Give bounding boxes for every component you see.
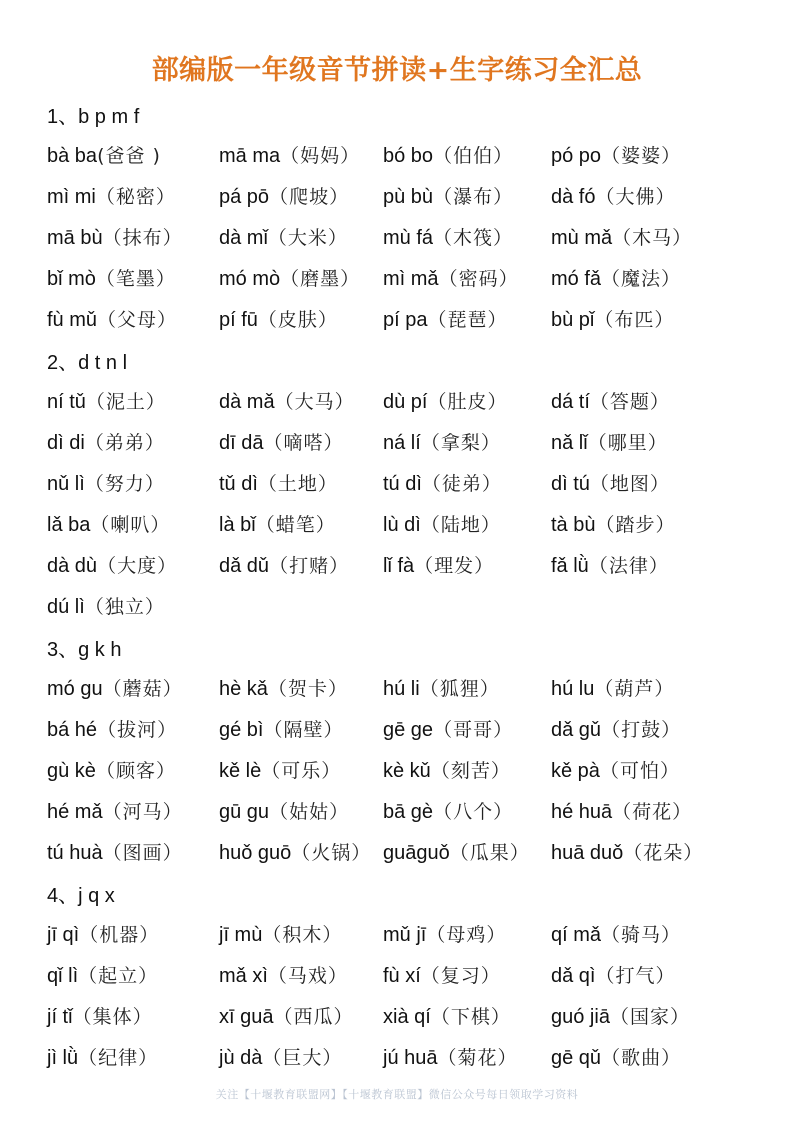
pinyin-text: gù kè — [47, 760, 96, 782]
pinyin-text: gē ge — [383, 719, 434, 741]
pinyin-text: bā gè — [383, 801, 434, 823]
word-item — [383, 305, 508, 332]
hanzi-text: （独立） — [84, 596, 165, 618]
hanzi-text: （图画） — [102, 842, 183, 864]
hanzi-text: （哪里） — [587, 432, 668, 454]
pinyin-text: ná lí — [383, 432, 421, 454]
hanzi-text: （抹布） — [102, 227, 183, 249]
hanzi-text: （母鸡） — [426, 924, 507, 946]
word-item — [219, 797, 349, 824]
word-item — [551, 920, 681, 947]
pinyin-text: fǎ lǜ — [551, 555, 589, 577]
word-item — [551, 428, 668, 455]
word-item — [47, 469, 165, 496]
pinyin-text: fù xí — [383, 965, 421, 987]
pinyin-text: jì lǜ — [47, 1047, 79, 1069]
pinyin-text: jú huā — [383, 1047, 438, 1069]
word-item — [383, 510, 501, 537]
section-heading: 4、j q x — [47, 885, 115, 907]
hanzi-text: （皮肤） — [257, 309, 338, 331]
word-item — [47, 838, 183, 865]
pinyin-text: tà bù — [551, 514, 596, 536]
pinyin-text: mā ma — [219, 145, 281, 167]
pinyin-text: hú li — [383, 678, 420, 700]
word-item — [551, 510, 676, 537]
pinyin-text: hú lu — [551, 678, 595, 700]
exercise-row — [0, 715, 794, 745]
word-item — [551, 182, 676, 209]
hanzi-text: （打气） — [595, 965, 676, 987]
word-item — [47, 182, 176, 209]
pinyin-text: lǎ ba — [47, 514, 91, 536]
hanzi-text: （贺卡） — [267, 678, 348, 700]
hanzi-text: （下棋） — [430, 1006, 511, 1028]
word-item — [47, 756, 176, 783]
pinyin-text: mó gu — [47, 678, 103, 700]
pinyin-text: kè kǔ — [383, 760, 431, 782]
pinyin-text: jí tǐ — [47, 1006, 73, 1028]
word-item — [219, 1002, 354, 1029]
pinyin-text: dù pí — [383, 391, 428, 413]
pinyin-text: bá hé — [47, 719, 98, 741]
hanzi-text: （国家） — [609, 1006, 690, 1028]
pinyin-text: hé huā — [551, 801, 613, 823]
hanzi-text: （大马） — [274, 391, 355, 413]
hanzi-text: （哥哥） — [433, 719, 514, 741]
hanzi-text: （瓜果） — [449, 842, 530, 864]
hanzi-text: （集体） — [72, 1006, 153, 1028]
hanzi-text: （起立） — [78, 965, 159, 987]
word-item — [383, 141, 513, 168]
pinyin-text: dú lì — [47, 596, 85, 618]
exercise-row — [0, 387, 794, 417]
word-item — [47, 551, 177, 578]
word-item — [551, 1043, 681, 1070]
hanzi-text: （父母） — [97, 309, 178, 331]
hanzi-text: （婆婆） — [601, 145, 682, 167]
word-item — [47, 264, 176, 291]
exercise-row — [0, 961, 794, 991]
hanzi-text: （河马） — [102, 801, 183, 823]
exercise-row — [0, 223, 794, 253]
hanzi-text: （葫芦） — [594, 678, 675, 700]
pinyin-text: hé mǎ — [47, 801, 103, 823]
hanzi-text: （磨墨） — [280, 268, 361, 290]
word-item — [219, 715, 344, 742]
word-item — [47, 387, 166, 414]
word-item — [383, 182, 513, 209]
hanzi-text: （泥土） — [85, 391, 166, 413]
pinyin-text: mó mò — [219, 268, 281, 290]
section-heading: 2、d t n l — [47, 352, 128, 374]
word-item — [219, 510, 336, 537]
hanzi-text: （伯伯） — [433, 145, 514, 167]
hanzi-text: （瀑布） — [433, 186, 514, 208]
hanzi-text: （喇叭） — [90, 514, 171, 536]
hanzi-text: （妈妈） — [280, 145, 361, 167]
pinyin-text: dì di — [47, 432, 85, 454]
pinyin-text: fù mǔ — [47, 309, 98, 331]
word-item — [219, 920, 342, 947]
hanzi-text: （努力） — [84, 473, 165, 495]
pinyin-text: hè kǎ — [219, 678, 268, 700]
hanzi-text: （打鼓） — [601, 719, 682, 741]
pinyin-text: mì mǎ — [383, 268, 439, 290]
exercise-row — [0, 797, 794, 827]
word-item — [219, 141, 360, 168]
hanzi-text: （火锅） — [291, 842, 372, 864]
pinyin-text: jù dà — [219, 1047, 263, 1069]
pinyin-text: dá tí — [551, 391, 590, 413]
hanzi-text: （可怕） — [599, 760, 680, 782]
word-item — [383, 797, 513, 824]
exercise-row — [0, 141, 794, 171]
exercise-row — [0, 264, 794, 294]
word-item — [219, 1043, 342, 1070]
word-item — [47, 428, 165, 455]
pinyin-text: xī guā — [219, 1006, 274, 1028]
hanzi-text: （大米） — [267, 227, 348, 249]
pinyin-text: tú huà — [47, 842, 103, 864]
exercise-row — [0, 1043, 794, 1073]
pinyin-text: nǔ lì — [47, 473, 85, 495]
hanzi-text: （答题） — [589, 391, 670, 413]
hanzi-text: （秘密） — [95, 186, 176, 208]
exercise-row — [0, 428, 794, 458]
word-item — [383, 1002, 511, 1029]
word-item — [219, 551, 349, 578]
pinyin-text: huā duǒ — [551, 842, 624, 864]
word-item — [551, 1002, 690, 1029]
pinyin-text: gé bì — [219, 719, 264, 741]
exercise-row — [0, 920, 794, 950]
word-item — [47, 961, 158, 988]
word-item — [219, 223, 348, 250]
word-item — [47, 141, 161, 168]
exercise-row — [0, 510, 794, 540]
word-item — [551, 715, 681, 742]
hanzi-text: (爸爸 ) — [97, 145, 161, 167]
word-item — [383, 674, 500, 701]
pinyin-text: pó po — [551, 145, 602, 167]
word-item — [383, 920, 506, 947]
hanzi-text: （琵琶） — [427, 309, 508, 331]
pinyin-text: mù fá — [383, 227, 434, 249]
word-item — [551, 797, 692, 824]
hanzi-text: （土地） — [257, 473, 338, 495]
pinyin-text: jī qì — [47, 924, 80, 946]
word-item — [47, 592, 165, 619]
word-item — [383, 961, 501, 988]
pinyin-text: gē qǔ — [551, 1047, 602, 1069]
word-item — [383, 756, 511, 783]
word-item — [219, 305, 338, 332]
hanzi-text: （拿梨） — [420, 432, 501, 454]
pinyin-text: dǎ gǔ — [551, 719, 602, 741]
pinyin-text: lǐ fà — [383, 555, 415, 577]
hanzi-text: （蜡笔） — [255, 514, 336, 536]
pinyin-text: dǎ qì — [551, 965, 596, 987]
hanzi-text: （踏步） — [595, 514, 676, 536]
hanzi-text: （顾客） — [95, 760, 176, 782]
exercise-row — [0, 305, 794, 335]
hanzi-text: （打赌） — [269, 555, 350, 577]
pinyin-text: ní tǔ — [47, 391, 86, 413]
pinyin-text: dà dù — [47, 555, 98, 577]
exercise-row — [0, 674, 794, 704]
word-item — [47, 223, 183, 250]
word-item — [551, 141, 681, 168]
hanzi-text: （布匹） — [594, 309, 675, 331]
pinyin-text: guāguǒ — [383, 842, 450, 864]
word-item — [551, 674, 674, 701]
pinyin-text: mù mǎ — [551, 227, 613, 249]
word-item — [219, 961, 348, 988]
word-item — [383, 551, 494, 578]
hanzi-text: （爬坡） — [269, 186, 350, 208]
word-item — [219, 674, 348, 701]
pinyin-text: dà mǎ — [219, 391, 275, 413]
word-item — [47, 510, 170, 537]
exercise-row — [0, 1002, 794, 1032]
word-item — [219, 387, 355, 414]
hanzi-text: （隔壁） — [263, 719, 344, 741]
hanzi-text: （木马） — [612, 227, 693, 249]
pinyin-text: kě lè — [219, 760, 262, 782]
word-item — [219, 838, 371, 865]
pinyin-text: bǐ mò — [47, 268, 96, 290]
word-item — [383, 469, 502, 496]
word-item — [551, 305, 674, 332]
pinyin-text: pí fū — [219, 309, 258, 331]
pinyin-text: tǔ dì — [219, 473, 258, 495]
word-item — [383, 387, 508, 414]
hanzi-text: （骑马） — [601, 924, 682, 946]
exercise-row — [0, 182, 794, 212]
hanzi-text: （花朵） — [623, 842, 704, 864]
pinyin-text: mǎ xì — [219, 965, 268, 987]
pinyin-text: pá pō — [219, 186, 270, 208]
word-item — [383, 838, 530, 865]
hanzi-text: （弟弟） — [84, 432, 165, 454]
word-item — [551, 551, 669, 578]
pinyin-text: qí mǎ — [551, 924, 602, 946]
exercise-row — [0, 756, 794, 786]
word-item — [47, 1043, 158, 1070]
section-heading: 3、g k h — [47, 639, 122, 661]
hanzi-text: （蘑菇） — [102, 678, 183, 700]
hanzi-text: （巨大） — [262, 1047, 343, 1069]
pinyin-text: nǎ lǐ — [551, 432, 588, 454]
word-item — [383, 428, 501, 455]
word-item — [551, 264, 681, 291]
hanzi-text: （歌曲） — [601, 1047, 682, 1069]
word-item — [551, 756, 680, 783]
hanzi-text: （嘀嗒） — [263, 432, 344, 454]
word-item — [551, 223, 692, 250]
pinyin-text: bà ba — [47, 145, 98, 167]
hanzi-text: （木筏） — [433, 227, 514, 249]
pinyin-text: mǔ jī — [383, 924, 427, 946]
word-item — [551, 838, 703, 865]
pinyin-text: jī mù — [219, 924, 263, 946]
word-item — [383, 223, 513, 250]
pinyin-text: mā bù — [47, 227, 103, 249]
exercise-row — [0, 592, 794, 622]
hanzi-text: （大佛） — [595, 186, 676, 208]
hanzi-text: （拔河） — [97, 719, 178, 741]
exercise-row — [0, 838, 794, 868]
pinyin-text: pí pa — [383, 309, 428, 331]
section-heading: 1、b p m f — [47, 106, 140, 128]
pinyin-text: tú dì — [383, 473, 422, 495]
hanzi-text: （陆地） — [420, 514, 501, 536]
pinyin-text: huǒ guō — [219, 842, 292, 864]
footer-note: 关注【十堰教育联盟网】【十堰教育联盟】微信公众号每日领取学习资料 — [215, 1088, 579, 1101]
pinyin-text: dǎ dǔ — [219, 555, 270, 577]
hanzi-text: （肚皮） — [427, 391, 508, 413]
word-item — [47, 305, 177, 332]
hanzi-text: （马戏） — [267, 965, 348, 987]
page-title: 部编版一年级音节拼读+生字练习全汇总 — [151, 55, 643, 86]
word-item — [47, 715, 177, 742]
hanzi-text: （笔墨） — [95, 268, 176, 290]
pinyin-text: lù dì — [383, 514, 421, 536]
pinyin-text: bó bo — [383, 145, 434, 167]
hanzi-text: （可乐） — [261, 760, 342, 782]
hanzi-text: （纪律） — [78, 1047, 159, 1069]
pinyin-text: bù pǐ — [551, 309, 595, 331]
pinyin-text: xià qí — [383, 1006, 431, 1028]
hanzi-text: （密码） — [438, 268, 519, 290]
pinyin-text: kě pà — [551, 760, 600, 782]
word-item — [219, 264, 360, 291]
hanzi-text: （荷花） — [612, 801, 693, 823]
pinyin-text: mì mi — [47, 186, 96, 208]
hanzi-text: （理发） — [414, 555, 495, 577]
hanzi-text: （姑姑） — [269, 801, 350, 823]
hanzi-text: （复习） — [420, 965, 501, 987]
pinyin-text: là bǐ — [219, 514, 256, 536]
word-item — [551, 961, 676, 988]
word-item — [383, 715, 513, 742]
word-item — [383, 264, 519, 291]
pinyin-text: mó fǎ — [551, 268, 602, 290]
hanzi-text: （大度） — [97, 555, 178, 577]
word-item — [47, 797, 183, 824]
pinyin-text: dà fó — [551, 186, 596, 208]
hanzi-text: （积木） — [262, 924, 343, 946]
word-item — [47, 674, 183, 701]
word-item — [219, 182, 349, 209]
pinyin-text: gū gu — [219, 801, 270, 823]
word-item — [219, 469, 338, 496]
exercise-row — [0, 551, 794, 581]
word-item — [219, 756, 341, 783]
word-item — [383, 1043, 518, 1070]
hanzi-text: （地图） — [589, 473, 670, 495]
word-item — [47, 920, 159, 947]
pinyin-text: guó jiā — [551, 1006, 610, 1028]
word-item — [219, 428, 344, 455]
exercise-row — [0, 469, 794, 499]
hanzi-text: （机器） — [79, 924, 160, 946]
pinyin-text: dī dā — [219, 432, 264, 454]
word-item — [551, 469, 670, 496]
hanzi-text: （狐狸） — [419, 678, 500, 700]
pinyin-text: dà mǐ — [219, 227, 268, 249]
hanzi-text: （菊花） — [437, 1047, 518, 1069]
hanzi-text: （徒弟） — [421, 473, 502, 495]
pinyin-text: dì tú — [551, 473, 590, 495]
pinyin-text: pù bù — [383, 186, 434, 208]
hanzi-text: （八个） — [433, 801, 514, 823]
hanzi-text: （魔法） — [601, 268, 682, 290]
pinyin-text: qǐ lì — [47, 965, 79, 987]
word-item — [47, 1002, 153, 1029]
hanzi-text: （法律） — [588, 555, 669, 577]
hanzi-text: （刻苦） — [430, 760, 511, 782]
word-item — [551, 387, 670, 414]
hanzi-text: （西瓜） — [273, 1006, 354, 1028]
